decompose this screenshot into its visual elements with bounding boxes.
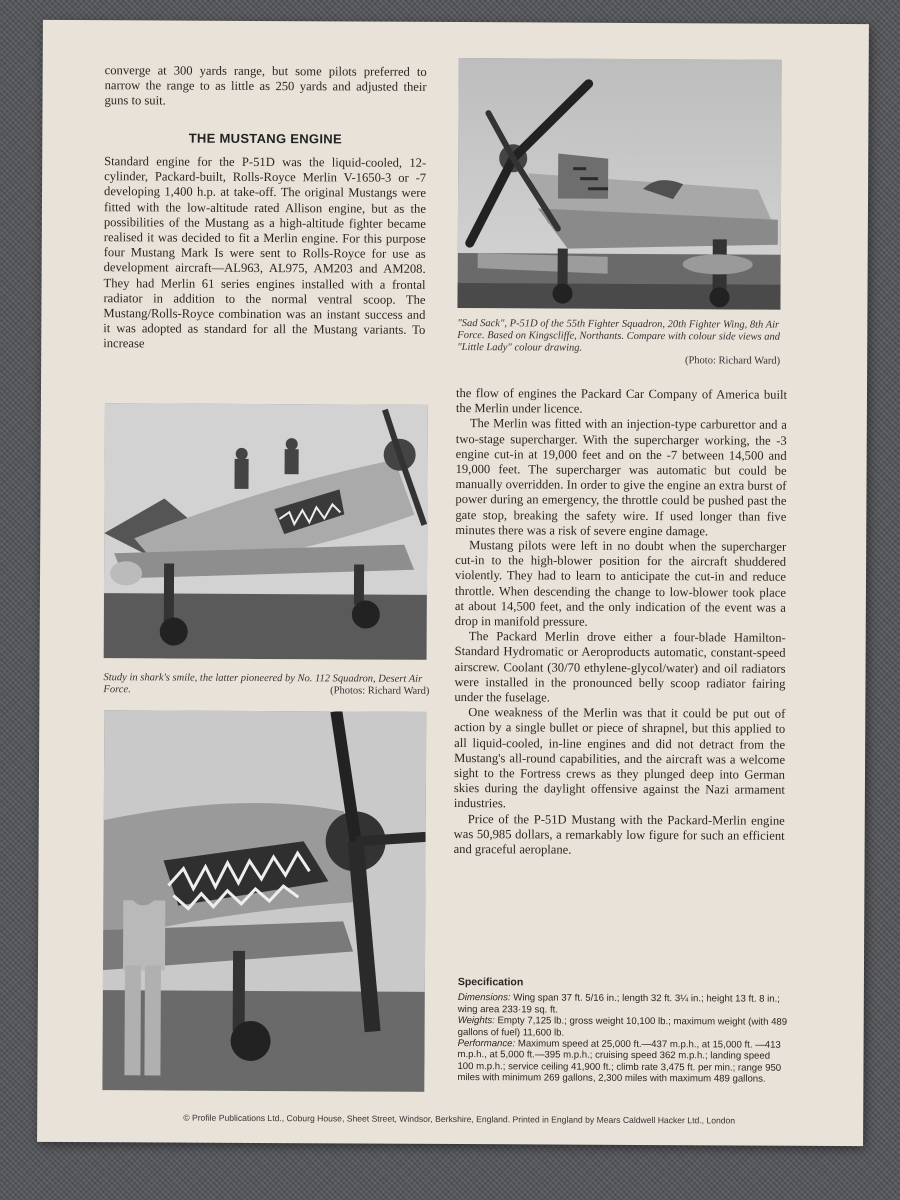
right-paragraph-5: One weakness of the Merlin was that it could be put out of action by a single bullet or piece of shrapnel, but this applied to all liquid-cooled, in-line engines and did not detract from the Mustang's all-round capabilities, and the aircraft was a welcome sight to the Fortress crews as they plunged deep into German skies during the daylight offensive against the Nazi armament industries.	[453, 705, 786, 811]
right-paragraph-3: Mustang pilots were left in no doubt when the supercharger cut-in to the high-blower position for the aircraft shuddered violently. They had to learn to anticipate the cut-in and reduce throttle. When descending the change to low-blower took place at about 14,500 feet, and the only indication of the event was a drop in manifold pressure.	[454, 538, 787, 629]
top-paragraph	[104, 63, 426, 110]
spec-performance-label: Performance:	[457, 1038, 516, 1050]
photo-shark-mouth-crew	[104, 403, 428, 660]
left-paragraph-1: Standard engine for the P-51D was the liquid-cooled, 12-cylinder, Packard-built, Rolls-Royce Merlin V-1650-3 or -7 developing 1,400 h.p. at take-off. The original Mustangs were fitted with the low-altitude rated Allison engine, but as the possibilities of the Mustang as a high-altitude fighter became realised it was decided to fit a Merlin engine. For this purpose four Mustang Mark Is were sent to Rolls-Royce for use as development aircraft—AL963, AL975, AM203 and AM208. They had Merlin 61 series engines installed with a frontal radiator in addition to the normal ventral scoop. The Mustang/Rolls-Royce combination was an instant success and it was adopted as standard for all the Mustang variants. To increase	[103, 154, 427, 351]
mustang-photo-3-image	[102, 710, 426, 1092]
photo-2-credit: (Photos: Richard Ward)	[330, 685, 430, 697]
photo-1-caption	[457, 318, 780, 368]
spec-performance-value: Maximum speed at 25,000 ft.—437 m.p.h., at 15,000 ft. —413 m.p.h., at 5,000 ft.—395 m.p.h.; cruising speed 362 m.p.h.; landing speed 100 m.p.h.; service ceiling 41,900 ft.; climb rate 3,475 ft. per min.; range 950 miles with minimum 269 gallons, 2,300 miles with maximum 489 gallons.	[457, 1038, 782, 1085]
spec-dimensions-value: Wing span 37 ft. 5/16 in.; length 32 ft. 3¼ in.; height 13 ft. 8 in.; wing area 233·19 sq. ft.	[457, 992, 780, 1016]
right-paragraph-1: the flow of engines the Packard Car Company of America built the Merlin under licence.	[455, 386, 788, 416]
right-paragraph-4: The Packard Merlin drove either a four-blade Hamilton-Standard Hydromatic or Aeroproducts automatic, constant-speed airscrew. Coolant (30/70 ethylene-glycol/water) and oil radiators were installed in the pronounced belly scoop radiator fairing under the fuselage.	[454, 629, 786, 705]
spec-dimensions	[458, 992, 788, 1017]
top-text: converge at 300 yards range, but some pilots preferred to narrow the range to as little as 250 yards and adjusted their guns to suit.	[104, 63, 427, 108]
photo-1-caption-text: "Sad Sack", P-51D of the 55th Fighter Squadron, 20th Fighter Wing, 8th Air Force. Based on Kingscliffe, Northants. Compare with colour side views and "Little Lady" colour drawing.	[457, 318, 780, 354]
photo-shark-mouth-pilot	[102, 710, 426, 1092]
section-heading: THE MUSTANG ENGINE	[188, 130, 342, 147]
left-column-text	[103, 154, 426, 353]
right-paragraph-6: Price of the P-51D Mustang with the Packard-Merlin engine was 50,985 dollars, a remarkably low figure for such an efficient and graceful aeroplane.	[453, 811, 785, 857]
photo-sad-sack	[457, 58, 781, 310]
specification-title: Specification	[457, 976, 524, 989]
photo-2-caption	[103, 672, 429, 698]
right-paragraph-2: The Merlin was fitted with an injection-type carburettor and a two-stage supercharger. With the supercharger working, the -3 engine cut-in at 19,000 feet and on the -7 between 14,500 and 19,000 feet. The supercharger was automatic but could be manually overridden. In order to give the engine an extra burst of power during an emergency, the throttle could be pushed past the gate stop, breaking the safety wire. If used longer than five minutes there was a risk of severe engine damage.	[455, 416, 787, 539]
specification-block	[457, 977, 788, 1085]
mustang-photo-2-image	[104, 403, 428, 660]
photo-2-caption-text: Study in shark's smile, the latter pioneered by No. 112 Squadron, Desert Air Force.	[103, 672, 423, 696]
spec-weights-label: Weights:	[457, 1015, 495, 1027]
photo-1-credit: (Photo: Richard Ward)	[684, 355, 781, 367]
spec-dimensions-label: Dimensions:	[457, 992, 511, 1004]
spec-weights-value: Empty 7,125 lb.; gross weight 10,100 lb.; maximum weight (with 489 gallons of fuel) 11,600 lb.	[457, 1015, 788, 1039]
publisher-footer: © Profile Publications Ltd., Coburg House, Sheet Street, Windsor, Berkshire, England. Printed in England by Mears Caldwell Hacker Ltd., London	[183, 1112, 736, 1126]
mustang-photo-1-image	[457, 58, 781, 310]
spec-performance	[457, 1038, 787, 1085]
document-page	[37, 20, 869, 1146]
right-column-text	[454, 386, 787, 859]
spec-weights	[458, 1015, 788, 1040]
